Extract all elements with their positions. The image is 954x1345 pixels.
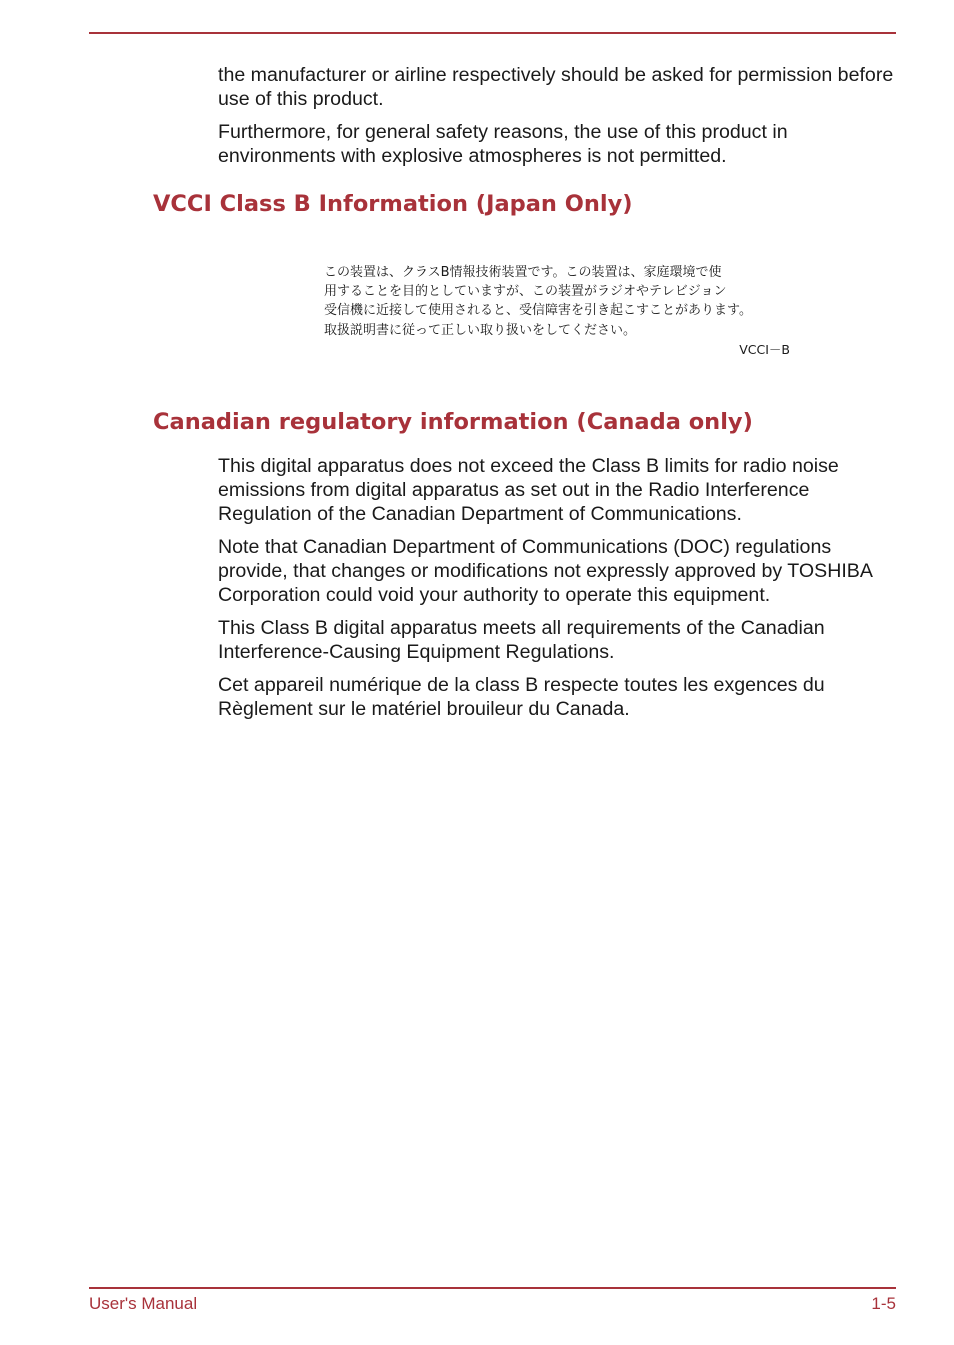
canada-text xyxy=(218,454,894,730)
canada-paragraph-4: Cet appareil numérique de la class B respecte toutes les exgences du Règlement sur le matériel brouileur du Canada. xyxy=(218,674,825,720)
canada-paragraph-1: This digital apparatus does not exceed the Class B limits for radio noise emissions from digital apparatus as set out in the Radio Interference Regulation of the Canadian Department of Communications. xyxy=(218,455,839,525)
vcci-line-3: 受信機に近接して使用されると、受信障害を引き起こすことがあります。 xyxy=(324,303,752,319)
vcci-line-2: 用することを目的としていますが、この装置がラジオやテレビジョン xyxy=(324,284,727,300)
canada-heading: Canadian regulatory information (Canada only) xyxy=(153,409,753,435)
vcci-statement xyxy=(324,263,804,359)
footer-page-number: 1-5 xyxy=(871,1294,896,1313)
vcci-line-1: この装置は、クラスB情報技術装置です。この装置は、家庭環境で使 xyxy=(324,265,722,280)
canada-paragraph-3: This Class B digital apparatus meets all requirements of the Canadian Interference-Causing Equipment Regulations. xyxy=(218,617,825,663)
header-rule xyxy=(89,32,896,34)
intro-text xyxy=(218,63,894,177)
footer-manual-title: User's Manual xyxy=(89,1294,198,1313)
intro-paragraph-1: the manufacturer or airline respectively should be asked for permission before use of this product. xyxy=(218,64,894,110)
canada-paragraph-2: Note that Canadian Department of Communications (DOC) regulations provide, that changes or modifications not expressly approved by TOSHIBA Corporation could void your authority to operate this equipment. xyxy=(218,536,872,606)
vcci-heading: VCCI Class B Information (Japan Only) xyxy=(153,191,633,217)
intro-paragraph-2: Furthermore, for general safety reasons, the use of this product in environments with explosive atmospheres is not permitted. xyxy=(218,121,788,167)
vcci-mark: VCCI－B xyxy=(739,341,790,357)
footer-rule xyxy=(89,1287,896,1289)
vcci-line-4: 取扱説明書に従って正しい取り扱いをしてください。 xyxy=(324,322,637,338)
